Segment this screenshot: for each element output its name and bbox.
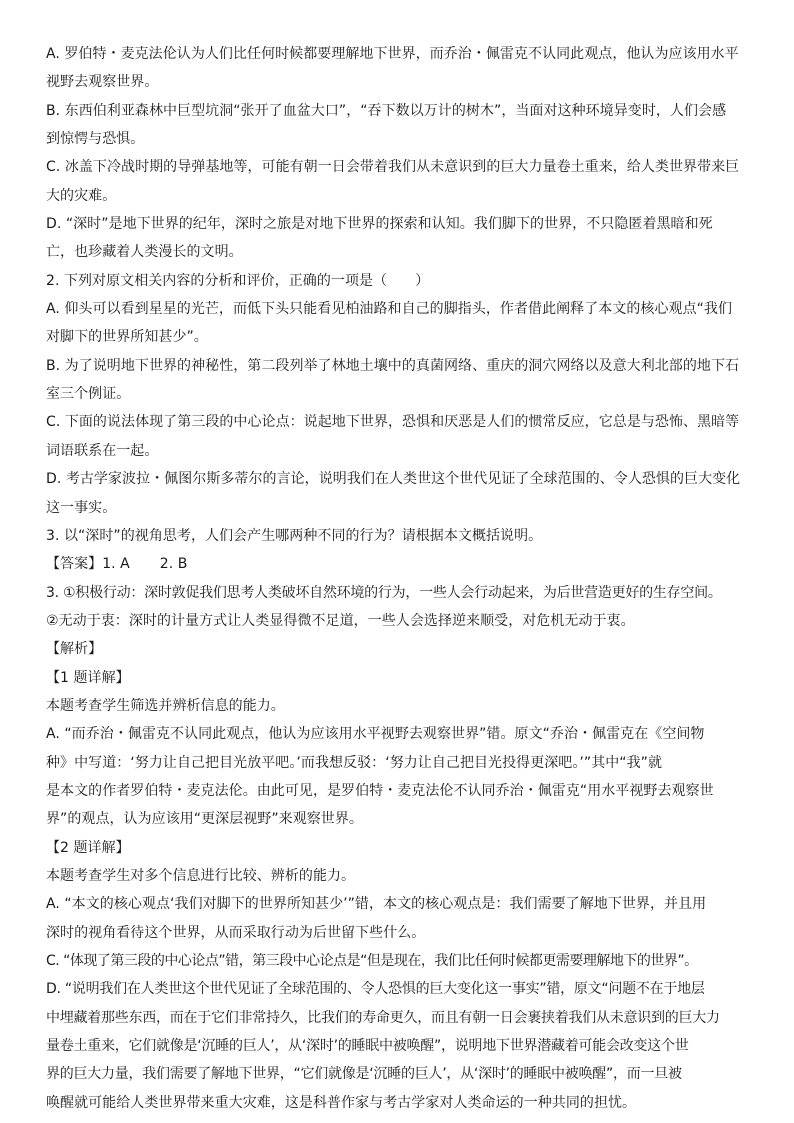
q1-detail-line: 是本文的作者罗伯特・麦克法伦。由此可见，是罗伯特・麦克法伦不认同乔治・佩雷克“用水平视野去观察世	[46, 782, 714, 799]
q1-option-c-line-2: 大的灾难。	[46, 187, 117, 204]
q2-detail-line: A. “本文的核心观点‘我们对脚下的世界所知甚少’”错，本文的核心观点是：我们需要了解地下世界，并且用	[46, 896, 707, 913]
answer-q3-line-2: ②无动于衷：深时的计量方式让人类显得微不足道，一些人会选择逆来顺受，对危机无动于衷。	[46, 612, 635, 629]
q3-stem: 3. 以“深时”的视角思考，人们会产生哪两种不同的行为？请根据本文概括说明。	[46, 527, 543, 544]
q1-detail-intro: 本题考查学生筛选并辨析信息的能力。	[46, 697, 285, 714]
q1-option-d-line-2: 亡，也珍藏着人类漫长的文明。	[46, 244, 243, 261]
q1-detail-line: A. “而乔治・佩雷克不认同此观点，他认为应该用水平视野去观察世界”错。原文“乔治・佩雷克在《空间物	[46, 726, 705, 743]
q1-detail-line: 界”的观点，认为应该用“更深层视野”来观察世界。	[46, 811, 363, 828]
q1-detail-line: 种》中写道：‘努力让自己把目光放平吧。’而我想反驳：‘努力让自己把目光投得更深吧。’”其中“我”就	[46, 754, 663, 771]
q1-option-a-line-2: 视野去观察世界。	[46, 74, 159, 91]
q2-option-c-line-1: C. 下面的说法体现了第三段的中心论点：说起地下世界，恐惧和厌恶是人们的惯常反应，它总是与恐怖、黑暗等	[46, 414, 740, 431]
q1-option-b-line-1: B. 东西伯利亚森林中巨型坑洞“张开了血盆大口”，“吞下数以万计的树木”，当面对这种环境异变时，人们会感	[46, 102, 727, 119]
q1-detail-heading: 【1 题详解】	[46, 669, 130, 686]
q2-detail-line: 界的巨大力量，我们需要了解地下世界，“它们就像是‘沉睡的巨人’，从‘深时’的睡眠中被唤醒”，而一旦被	[46, 1066, 682, 1083]
q2-stem: 2. 下列对原文相关内容的分析和评价，正确的一项是（ ）	[46, 272, 430, 289]
q2-option-d-line-2: 这一事实。	[46, 499, 117, 516]
answer-line	[46, 550, 750, 578]
q2-detail-line: 深时的视角看待这个世界，从而采取行动为后世留下些什么。	[46, 924, 426, 941]
q2-option-a-line-2: 对脚下的世界所知甚少”。	[46, 329, 208, 346]
q2-option-d-line-1: D. 考古学家波拉・佩图尔斯多蒂尔的言论，说明我们在人类世这个世代见证了全球范围的、令人恐惧的巨大变化	[46, 471, 741, 488]
answer-label: 【答案】1. A	[46, 556, 130, 573]
answer-q3-line-1: 3. ①积极行动：深时敦促我们思考人类破坏自然环境的行为，一些人会行动起来，为后世营造更好的生存空间。	[46, 584, 722, 601]
q2-detail-line: D. “说明我们在人类世这个世代见证了全球范围的、令人恐惧的巨大变化这一事实”错，原文“问题不在于地层	[46, 981, 705, 998]
q2-detail-line: 量卷土重来，它们就像是‘沉睡的巨人’，从‘深时’的睡眠中被唤醒”，说明地下世界潜藏着可能会改变这个世	[46, 1038, 689, 1055]
q2-option-b-line-2: 室三个例证。	[46, 386, 131, 403]
q1-option-b-line-2: 到惊愕与恐惧。	[46, 131, 145, 148]
q2-detail-line: 唤醒就可能给人类世界带来重大灾难，这是科普作家与考古学家对人类命运的一种共同的担忧。	[46, 1094, 637, 1111]
q2-option-a-line-1: A. 仰头可以看到星星的光芒，而低下头只能看见柏油路和自己的脚指头，作者借此阐释了本文的核心观点“我们	[46, 301, 733, 318]
answer-q2: 2. B	[159, 556, 188, 573]
q2-detail-intro: 本题考查学生对多个信息进行比较、辨析的能力。	[46, 867, 356, 884]
q1-option-c-line-1: C. 冰盖下冷战时期的导弹基地等，可能有朝一日会带着我们从未意识到的巨大力量卷土重来，给人类世界带来巨	[46, 159, 740, 176]
q1-option-a-line-1: A. 罗伯特・麦克法伦认为人们比任何时候都要理解地下世界，而乔治・佩雷克不认同此观点，他认为应该用水平	[46, 46, 739, 62]
analysis-label: 【解析】	[46, 641, 103, 658]
q1-option-d-line-1: D. “深时”是地下世界的纪年，深时之旅是对地下世界的探索和认知。我们脚下的世界，不只隐匿着黑暗和死	[46, 216, 713, 233]
q2-option-b-line-1: B. 为了说明地下世界的神秘性，第二段列举了林地土壤中的真菌网络、重庆的洞穴网络以及意大利北部的地下石	[46, 357, 740, 374]
document-body	[46, 40, 750, 1117]
q2-option-c-line-2: 词语联系在一起。	[46, 442, 159, 459]
q2-detail-line: C. “体现了第三段的中心论点”错，第三段中心论点是“但是现在，我们比任何时候都更需要理解地下的世界”。	[46, 953, 698, 969]
q2-detail-heading: 【2 题详解】	[46, 839, 130, 856]
q2-detail-line: 中埋藏着那些东西，而在于它们非常持久，比我们的寿命更久，而且有朝一日会裹挟着我们从未意识到的巨大力	[46, 1009, 720, 1026]
